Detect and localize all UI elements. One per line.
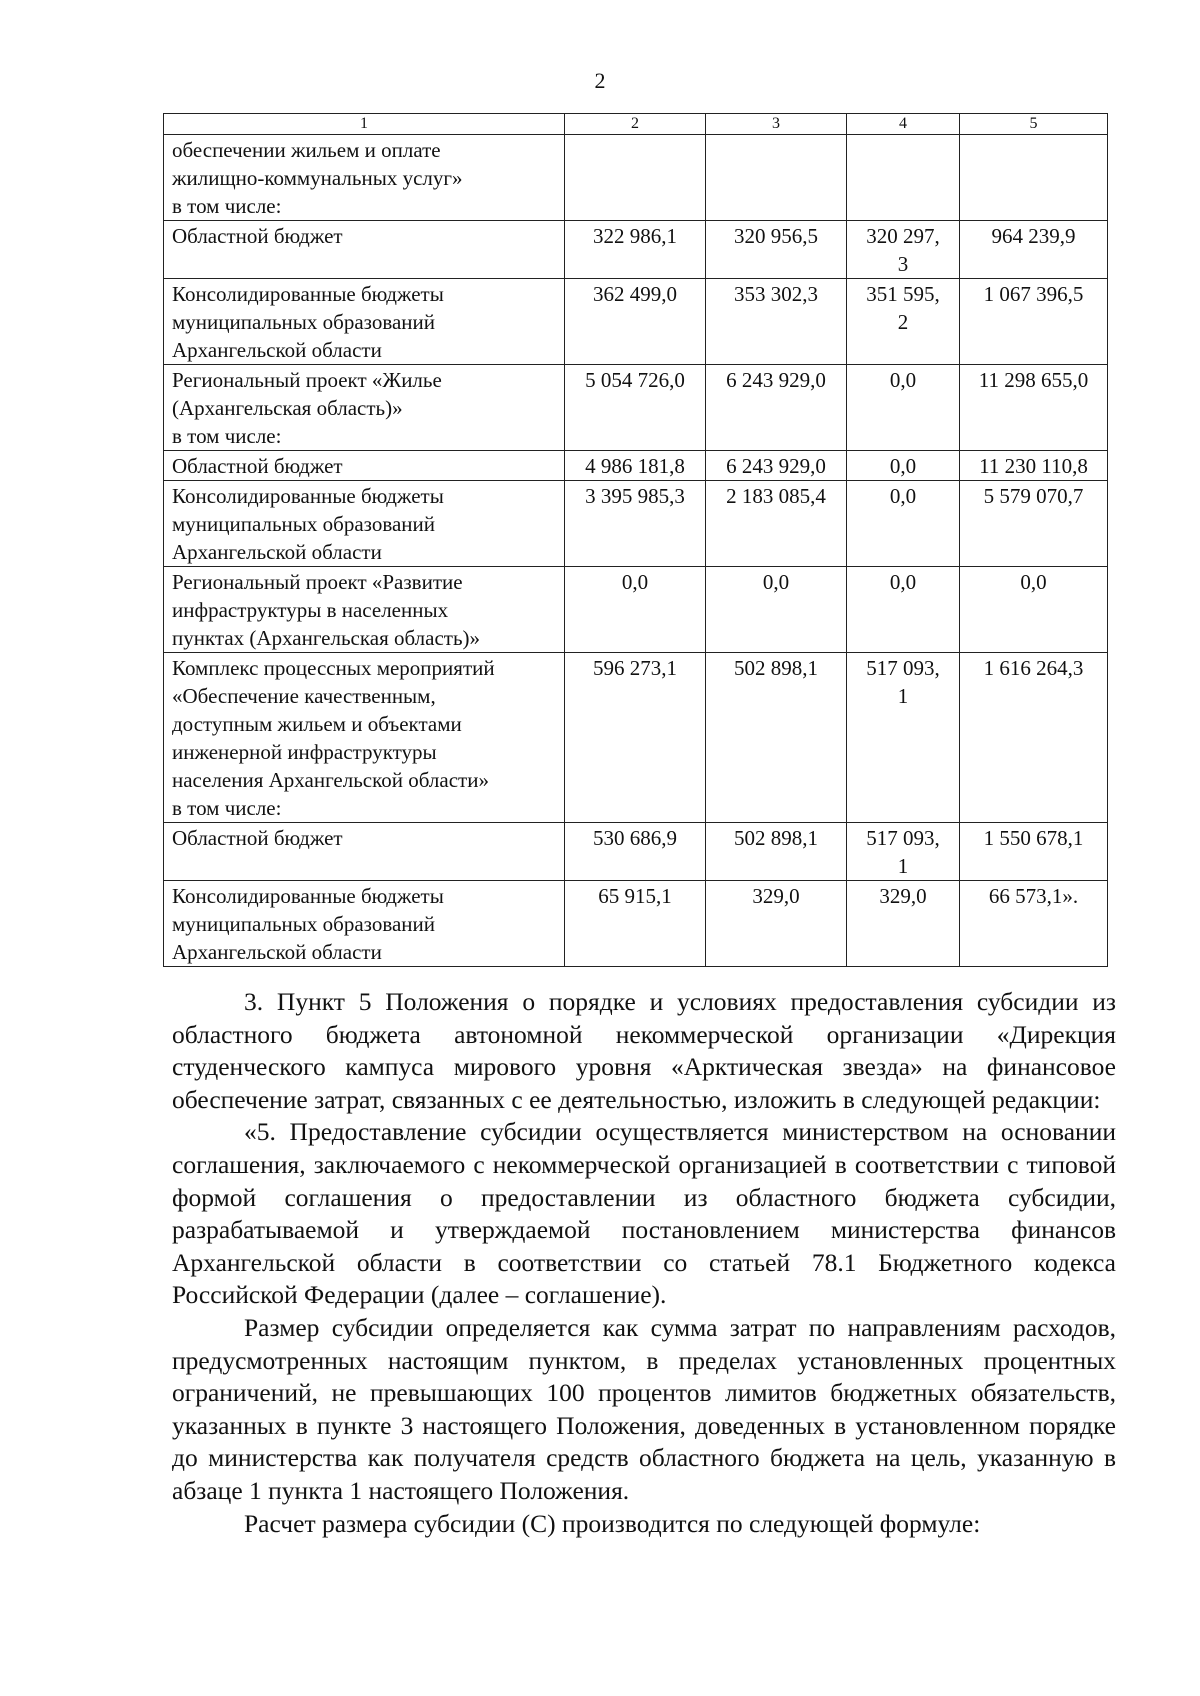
row-value bbox=[960, 135, 1108, 221]
row-label: Консолидированные бюджеты муниципальных образований Архангельской области bbox=[164, 481, 565, 567]
row-label: Консолидированные бюджеты муниципальных образований Архангельской области bbox=[164, 881, 565, 967]
row-value: 351 595, 2 bbox=[847, 279, 960, 365]
paragraph: Размер субсидии определяется как сумма затрат по направлениям расходов, предусмотренных настоящим пунктом, в пределах установленных процентных ограничений, не превышающих 100 процентов лимитов бюджетных обязательств, указанных в пункте 3 настоящего Положения, доведенных в установленном порядке до министерства как получателя средств областного бюджета на цель, указанную в абзаце 1 пункта 1 настоящего Положения. bbox=[172, 1312, 1116, 1505]
row-value: 6 243 929,0 bbox=[706, 365, 847, 451]
row-value: 5 579 070,7 bbox=[960, 481, 1108, 567]
table-row bbox=[164, 567, 1108, 653]
row-value: 5 054 726,0 bbox=[565, 365, 706, 451]
row-value: 4 986 181,8 bbox=[565, 451, 706, 481]
row-value: 329,0 bbox=[847, 881, 960, 967]
table-row bbox=[164, 823, 1108, 881]
row-value: 66 573,1». bbox=[960, 881, 1108, 967]
row-value bbox=[847, 135, 960, 221]
row-value bbox=[706, 135, 847, 221]
row-label: Консолидированные бюджеты муниципальных образований Архангельской области bbox=[164, 279, 565, 365]
row-value: 353 302,3 bbox=[706, 279, 847, 365]
document-body-text bbox=[172, 986, 1116, 1540]
row-value: 1 616 264,3 bbox=[960, 653, 1108, 823]
row-value: 6 243 929,0 bbox=[706, 451, 847, 481]
row-value: 3 395 985,3 bbox=[565, 481, 706, 567]
row-label: обеспечении жильем и оплате жилищно-коммунальных услуг» в том числе: bbox=[164, 135, 565, 221]
budget-table bbox=[163, 113, 1108, 967]
row-value: 0,0 bbox=[847, 451, 960, 481]
row-value: 0,0 bbox=[565, 567, 706, 653]
table-row bbox=[164, 279, 1108, 365]
row-value: 0,0 bbox=[847, 481, 960, 567]
column-header: 2 bbox=[565, 114, 706, 135]
row-value: 0,0 bbox=[706, 567, 847, 653]
page-number: 2 bbox=[594, 68, 606, 93]
paragraph: Расчет размера субсидии (С) производится по следующей формуле: bbox=[244, 1508, 981, 1538]
paragraph: «5. Предоставление субсидии осуществляется министерством на основании соглашения, заключаемого с некоммерческой организацией в соответствии с типовой формой соглашения о предоставлении из областного бюджета субсидии, разрабатываемой и утверждаемой постановлением министерства финансов Архангельской области в соответствии со статьей 78.1 Бюджетного кодекса Российской Федерации (далее – соглашение). bbox=[172, 1117, 1116, 1310]
column-header: 1 bbox=[164, 114, 565, 135]
row-label: Комплекс процессных мероприятий «Обеспечение качественным, доступным жильем и объектами инженерной инфраструктуры населения Архангельской области» в том числе: bbox=[164, 653, 565, 823]
row-value: 0,0 bbox=[960, 567, 1108, 653]
column-header: 5 bbox=[960, 114, 1108, 135]
row-value: 502 898,1 bbox=[706, 823, 847, 881]
row-value: 530 686,9 bbox=[565, 823, 706, 881]
table-body bbox=[164, 135, 1108, 967]
row-label: Областной бюджет bbox=[164, 221, 565, 279]
table-row bbox=[164, 221, 1108, 279]
row-label: Региональный проект «Развитие инфраструктуры в населенных пунктах (Архангельская область)» bbox=[164, 567, 565, 653]
row-value: 2 183 085,4 bbox=[706, 481, 847, 567]
column-header: 3 bbox=[706, 114, 847, 135]
row-label: Региональный проект «Жилье (Архангельская область)» в том числе: bbox=[164, 365, 565, 451]
table-row bbox=[164, 481, 1108, 567]
row-value: 11 230 110,8 bbox=[960, 451, 1108, 481]
row-value: 517 093, 1 bbox=[847, 823, 960, 881]
row-value: 65 915,1 bbox=[565, 881, 706, 967]
table-row bbox=[164, 881, 1108, 967]
row-value: 0,0 bbox=[847, 567, 960, 653]
row-value: 517 093, 1 bbox=[847, 653, 960, 823]
row-value: 320 297, 3 bbox=[847, 221, 960, 279]
row-value: 362 499,0 bbox=[565, 279, 706, 365]
row-value: 0,0 bbox=[847, 365, 960, 451]
table-header-row bbox=[164, 114, 1108, 135]
row-value: 1 550 678,1 bbox=[960, 823, 1108, 881]
column-header: 4 bbox=[847, 114, 960, 135]
table-row bbox=[164, 135, 1108, 221]
row-value: 11 298 655,0 bbox=[960, 365, 1108, 451]
row-value: 596 273,1 bbox=[565, 653, 706, 823]
row-value: 329,0 bbox=[706, 881, 847, 967]
table-row bbox=[164, 365, 1108, 451]
row-value: 964 239,9 bbox=[960, 221, 1108, 279]
row-value: 320 956,5 bbox=[706, 221, 847, 279]
row-value: 322 986,1 bbox=[565, 221, 706, 279]
row-value: 1 067 396,5 bbox=[960, 279, 1108, 365]
row-label: Областной бюджет bbox=[164, 823, 565, 881]
row-label: Областной бюджет bbox=[164, 451, 565, 481]
row-value bbox=[565, 135, 706, 221]
table-row bbox=[164, 451, 1108, 481]
paragraph: 3. Пункт 5 Положения о порядке и условиях предоставления субсидии из областного бюджета автономной некоммерческой организации «Дирекция студенческого кампуса мирового уровня «Арктическая звезда» на финансовое обеспечение затрат, связанных с ее деятельностью, изложить в следующей редакции: bbox=[172, 987, 1116, 1114]
row-value: 502 898,1 bbox=[706, 653, 847, 823]
table-row bbox=[164, 653, 1108, 823]
